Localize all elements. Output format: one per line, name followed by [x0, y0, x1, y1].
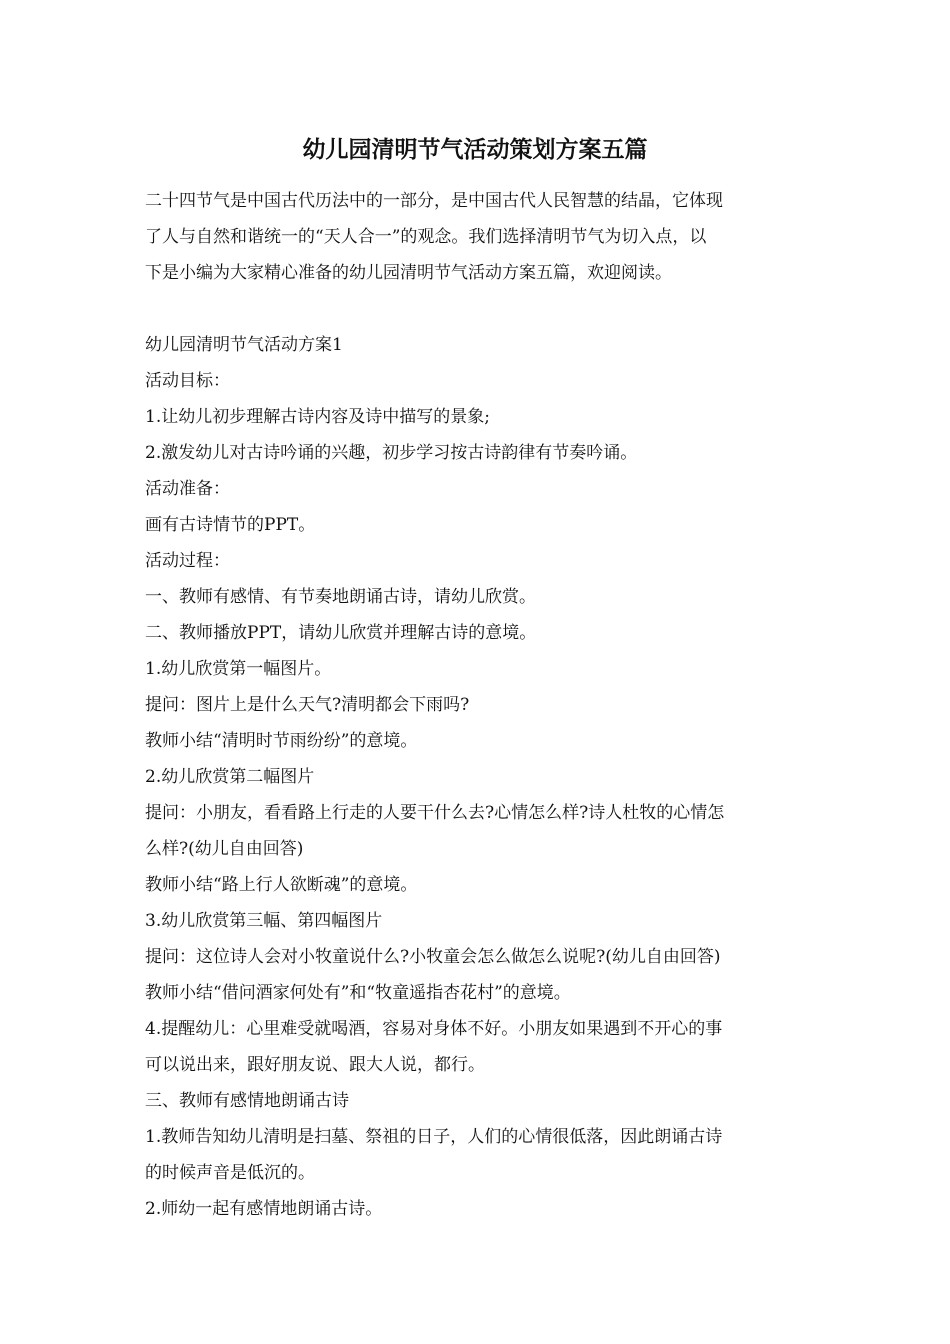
section-heading: 幼儿园清明节气活动方案1	[145, 335, 343, 355]
text-line: 2.幼儿欣赏第二幅图片	[145, 767, 315, 787]
text-line: 2.激发幼儿对古诗吟诵的兴趣，初步学习按古诗韵律有节奏吟诵。	[145, 443, 638, 463]
text-line: 画有古诗情节的PPT。	[145, 515, 316, 535]
intro-line: 了人与自然和谐统一的“天人合一”的观念。我们选择清明节气为切入点，以	[145, 227, 707, 247]
text-line: 的时候声音是低沉的。	[145, 1163, 315, 1183]
text-line: 1.幼儿欣赏第一幅图片。	[145, 659, 332, 679]
text-line: 提问：小朋友，看看路上行走的人要干什么去?心情怎么样?诗人杜牧的心情怎	[145, 803, 725, 823]
text-line: 4.提醒幼儿：心里难受就喝酒，容易对身体不好。小朋友如果遇到不开心的事	[145, 1019, 723, 1039]
intro-line: 二十四节气是中国古代历法中的一部分，是中国古代人民智慧的结晶，它体现	[145, 191, 723, 211]
intro-paragraph	[145, 183, 809, 291]
text-line: 2.师幼一起有感情地朗诵古诗。	[145, 1199, 383, 1219]
plan-section	[145, 327, 809, 1227]
text-line: 教师小结“路上行人欲断魂”的意境。	[145, 875, 418, 895]
text-line: 提问：图片上是什么天气?清明都会下雨吗?	[145, 695, 470, 715]
text-line: 活动过程：	[145, 551, 230, 571]
text-line: 可以说出来，跟好朋友说、跟大人说，都行。	[145, 1055, 485, 1075]
paragraph-gap	[145, 291, 809, 327]
text-line: 一、教师有感情、有节奏地朗诵古诗，请幼儿欣赏。	[145, 587, 536, 607]
document-title: 幼儿园清明节气活动策划方案五篇	[302, 136, 648, 163]
text-line: 活动目标：	[145, 371, 230, 391]
text-line: 1.让幼儿初步理解古诗内容及诗中描写的景象;	[145, 407, 490, 427]
text-line: 3.幼儿欣赏第三幅、第四幅图片	[145, 911, 383, 931]
text-line: 三、教师有感情地朗诵古诗	[145, 1091, 349, 1111]
document-body	[145, 183, 809, 1227]
intro-line: 下是小编为大家精心准备的幼儿园清明节气活动方案五篇，欢迎阅读。	[145, 263, 672, 283]
text-line: 教师小结“清明时节雨纷纷”的意境。	[145, 731, 418, 751]
text-line: 么样?(幼儿自由回答)	[145, 839, 304, 859]
text-line: 提问：这位诗人会对小牧童说什么?小牧童会怎么做怎么说呢?(幼儿自由回答)	[145, 947, 721, 967]
text-line: 二、教师播放PPT，请幼儿欣赏并理解古诗的意境。	[145, 623, 537, 643]
text-line: 教师小结“借问酒家何处有”和“牧童遥指杏花村”的意境。	[145, 983, 571, 1003]
text-line: 活动准备：	[145, 479, 230, 499]
text-line: 1.教师告知幼儿清明是扫墓、祭祖的日子，人们的心情很低落，因此朗诵古诗	[145, 1127, 723, 1147]
